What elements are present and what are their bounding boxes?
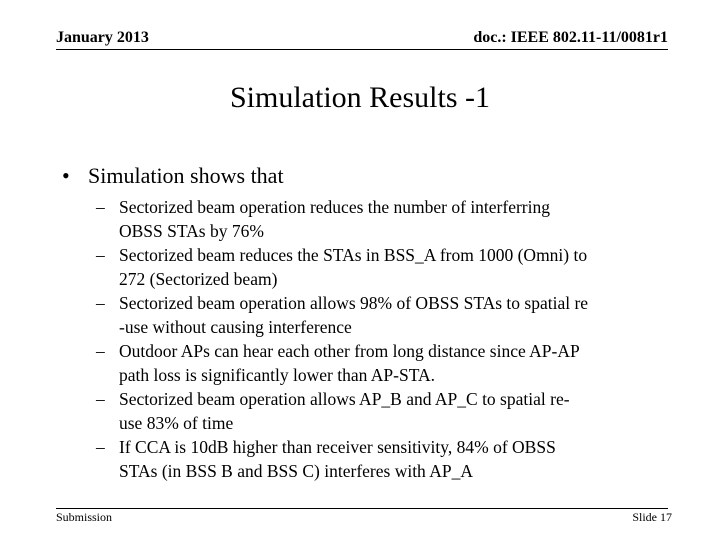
header-divider xyxy=(56,49,668,50)
sub-bullet-line: Sectorized beam reduces the STAs in BSS_A from 1000 (Omni) to xyxy=(119,245,588,265)
footer-divider xyxy=(56,508,668,509)
sub-bullet-line: OBSS STAs by 76% xyxy=(119,221,264,241)
bullet-dot-icon: • xyxy=(62,163,70,188)
sub-bullet-line: If CCA is 10dB higher than receiver sensitivity, 84% of OBSS xyxy=(119,437,556,457)
sub-bullet-item xyxy=(96,435,676,483)
dash-bullet-icon: – xyxy=(96,245,105,265)
header-date: January 2013 xyxy=(56,29,149,46)
sub-bullet-item xyxy=(96,195,676,243)
sub-bullet-line: Outdoor APs can hear each other from long distance since AP-AP xyxy=(119,341,580,361)
footer-slide-number: Slide 17 xyxy=(632,510,672,524)
sub-bullet-line: 272 (Sectorized beam) xyxy=(119,269,278,289)
dash-bullet-icon: – xyxy=(96,197,105,217)
sub-bullet-item xyxy=(96,387,676,435)
main-bullet xyxy=(62,161,284,191)
dash-bullet-icon: – xyxy=(96,293,105,313)
sub-bullet-line: path loss is significantly lower than AP-STA. xyxy=(119,365,436,385)
sub-bullet-item xyxy=(96,291,676,339)
dash-bullet-icon: – xyxy=(96,437,105,457)
dash-bullet-icon: – xyxy=(96,389,105,409)
sub-bullet-line: Sectorized beam operation allows AP_B and AP_C to spatial re- xyxy=(119,389,570,409)
sub-bullet-line: STAs (in BSS B and BSS C) interferes with AP_A xyxy=(119,461,473,481)
sub-bullet-line: Sectorized beam operation reduces the number of interferring xyxy=(119,197,550,217)
sub-bullet-list xyxy=(96,195,676,483)
sub-bullet-line: Sectorized beam operation allows 98% of OBSS STAs to spatial re xyxy=(119,293,589,313)
sub-bullet-item xyxy=(96,243,676,291)
sub-bullet-line: -use without causing interference xyxy=(119,317,352,337)
slide-title: Simulation Results -1 xyxy=(229,81,490,114)
footer-submission: Submission xyxy=(56,510,113,524)
dash-bullet-icon: – xyxy=(96,341,105,361)
header-document-id: doc.: IEEE 802.11-11/0081r1 xyxy=(473,29,668,46)
sub-bullet-item xyxy=(96,339,676,387)
main-bullet-text: Simulation shows that xyxy=(88,163,284,188)
sub-bullet-line: use 83% of time xyxy=(119,413,234,433)
